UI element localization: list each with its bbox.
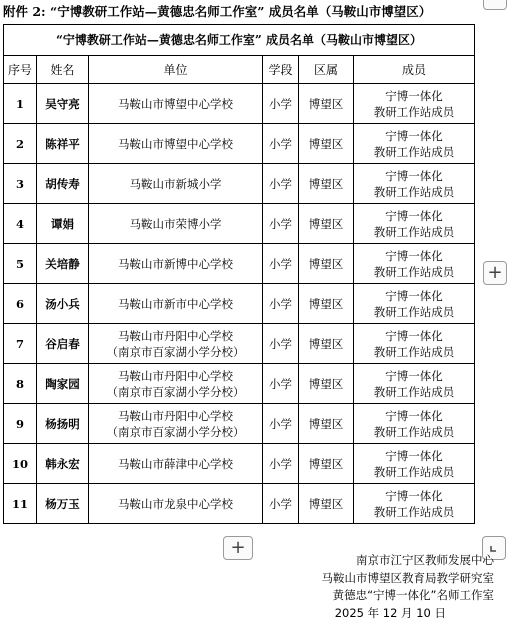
cell-member-line: 教研工作站成员 xyxy=(373,224,455,239)
cell-member xyxy=(354,484,475,524)
cell-unit xyxy=(89,244,263,284)
table-row xyxy=(4,404,475,444)
add-row-button[interactable] xyxy=(223,536,253,560)
cell-unit-line: 马鞍山市新市中心学校 xyxy=(118,296,233,311)
cell-member-line: 教研工作站成员 xyxy=(373,264,455,279)
cell-unit xyxy=(89,324,263,364)
cell-member-line: 教研工作站成员 xyxy=(373,464,455,479)
cell-member-line: 教研工作站成员 xyxy=(373,504,455,519)
member-table-body xyxy=(4,25,475,524)
header-member: 成员 xyxy=(354,56,475,84)
cell-member xyxy=(354,164,475,204)
cell-unit-line: 马鞍山市丹阳中心学校 xyxy=(118,408,233,423)
cell-stage: 小学 xyxy=(263,364,299,404)
cell-name: 关培静 xyxy=(37,244,89,284)
cell-district: 博望区 xyxy=(299,124,354,164)
cell-no: 9 xyxy=(4,404,37,444)
header-stage: 学段 xyxy=(263,56,299,84)
cell-member xyxy=(354,204,475,244)
cell-member xyxy=(354,404,475,444)
cell-unit-line: 马鞍山市丹阳中心学校 xyxy=(118,368,233,383)
table-caption: “宁博教研工作站—黄德忠名师工作室” 成员名单（马鞍山市博望区） xyxy=(4,25,475,56)
cell-no: 6 xyxy=(4,284,37,324)
table-handle-top-right[interactable] xyxy=(483,0,507,10)
footer-line: 黄德忠“宁博一体化”名师工作室 xyxy=(332,588,494,602)
header-unit: 单位 xyxy=(89,56,263,84)
cell-no: 11 xyxy=(4,484,37,524)
header-district: 区属 xyxy=(299,56,354,84)
cell-stage: 小学 xyxy=(263,484,299,524)
cell-name: 谭娟 xyxy=(37,204,89,244)
cell-member-line: 教研工作站成员 xyxy=(373,304,455,319)
cell-member-line: 教研工作站成员 xyxy=(373,184,455,199)
cell-no: 10 xyxy=(4,444,37,484)
footer-date: 2025 年 12 月 10 日 xyxy=(334,605,446,620)
cell-member-line: 宁博一体化 xyxy=(385,168,443,183)
table-caption-row xyxy=(4,25,475,56)
cell-no: 7 xyxy=(4,324,37,364)
table-row xyxy=(4,84,475,124)
cell-member xyxy=(354,244,475,284)
cell-unit-line: 马鞍山市薛津中心学校 xyxy=(118,456,233,471)
cell-name: 陈祥平 xyxy=(37,124,89,164)
table-header-row xyxy=(4,56,475,84)
cell-member xyxy=(354,324,475,364)
cell-stage: 小学 xyxy=(263,124,299,164)
cell-unit-line: （南京市百家湖小学分校） xyxy=(106,344,245,359)
cell-unit-line: 马鞍山市博望中心学校 xyxy=(118,136,233,151)
cell-name: 韩永宏 xyxy=(37,444,89,484)
cell-district: 博望区 xyxy=(299,164,354,204)
cell-member-line: 宁博一体化 xyxy=(385,128,443,143)
cell-member-line: 宁博一体化 xyxy=(385,208,443,223)
attachment-heading: 附件 2: “宁博教研工作站—黄德忠名师工作室” 成员名单（马鞍山市博望区） xyxy=(3,4,432,19)
cell-member-line: 宁博一体化 xyxy=(385,328,443,343)
member-table-container xyxy=(3,24,474,524)
cell-name: 胡传寿 xyxy=(37,164,89,204)
cell-member xyxy=(354,124,475,164)
header-no: 序号 xyxy=(4,56,37,84)
cell-member-line: 宁博一体化 xyxy=(385,368,443,383)
plus-icon: + xyxy=(487,262,503,283)
cell-no: 3 xyxy=(4,164,37,204)
cell-name: 杨扬明 xyxy=(37,404,89,444)
cell-stage: 小学 xyxy=(263,244,299,284)
header-name: 姓名 xyxy=(37,56,89,84)
cell-unit xyxy=(89,444,263,484)
cell-unit-line: 马鞍山市新城小学 xyxy=(129,176,222,191)
cell-stage: 小学 xyxy=(263,444,299,484)
cell-member xyxy=(354,364,475,404)
cell-member-line: 教研工作站成员 xyxy=(373,344,455,359)
cell-unit-line: （南京市百家湖小学分校） xyxy=(106,424,245,439)
cell-no: 4 xyxy=(4,204,37,244)
cell-member-line: 宁博一体化 xyxy=(385,408,443,423)
cell-member-line: 教研工作站成员 xyxy=(373,384,455,399)
footer-line: 南京市江宁区教师发展中心 xyxy=(356,553,494,567)
footer-line: 马鞍山市博望区教育局教学研究室 xyxy=(321,570,494,585)
table-row xyxy=(4,284,475,324)
cell-district: 博望区 xyxy=(299,324,354,364)
cell-name: 谷启春 xyxy=(37,324,89,364)
add-column-button[interactable] xyxy=(483,261,507,285)
cell-member-line: 宁博一体化 xyxy=(385,288,443,303)
cell-stage: 小学 xyxy=(263,284,299,324)
cell-district: 博望区 xyxy=(299,444,354,484)
member-table xyxy=(3,24,475,524)
cell-unit xyxy=(89,284,263,324)
table-row xyxy=(4,204,475,244)
table-row xyxy=(4,244,475,284)
cell-member-line: 宁博一体化 xyxy=(385,88,443,103)
cell-district: 博望区 xyxy=(299,364,354,404)
cell-member-line: 宁博一体化 xyxy=(385,448,443,463)
cell-stage: 小学 xyxy=(263,204,299,244)
table-row xyxy=(4,364,475,404)
cell-district: 博望区 xyxy=(299,84,354,124)
table-row xyxy=(4,124,475,164)
cell-unit xyxy=(89,164,263,204)
cell-district: 博望区 xyxy=(299,204,354,244)
cell-no: 2 xyxy=(4,124,37,164)
cell-unit xyxy=(89,364,263,404)
cell-member xyxy=(354,444,475,484)
footer-signature xyxy=(322,552,495,622)
cell-unit xyxy=(89,204,263,244)
cell-unit xyxy=(89,484,263,524)
cell-member-line: 教研工作站成员 xyxy=(373,104,455,119)
cell-unit-line: 马鞍山市荣博小学 xyxy=(129,216,222,231)
cell-unit-line: 马鞍山市丹阳中心学校 xyxy=(118,328,233,343)
cell-no: 5 xyxy=(4,244,37,284)
cell-unit xyxy=(89,84,263,124)
cell-unit xyxy=(89,404,263,444)
cell-name: 汤小兵 xyxy=(37,284,89,324)
cell-no: 8 xyxy=(4,364,37,404)
cell-district: 博望区 xyxy=(299,244,354,284)
cell-stage: 小学 xyxy=(263,164,299,204)
cell-district: 博望区 xyxy=(299,484,354,524)
cell-stage: 小学 xyxy=(263,84,299,124)
cell-name: 杨万玉 xyxy=(37,484,89,524)
cell-district: 博望区 xyxy=(299,404,354,444)
cell-stage: 小学 xyxy=(263,324,299,364)
cell-name: 吴守亮 xyxy=(37,84,89,124)
cell-member xyxy=(354,284,475,324)
cell-unit-line: （南京市百家湖小学分校） xyxy=(106,384,245,399)
cell-member-line: 教研工作站成员 xyxy=(373,144,455,159)
cell-stage: 小学 xyxy=(263,404,299,444)
cell-district: 博望区 xyxy=(299,284,354,324)
cell-member-line: 宁博一体化 xyxy=(385,248,443,263)
cell-member-line: 宁博一体化 xyxy=(385,488,443,503)
plus-icon: + xyxy=(230,537,246,558)
table-row xyxy=(4,484,475,524)
cell-unit-line: 马鞍山市龙泉中心学校 xyxy=(118,496,233,511)
table-row xyxy=(4,164,475,204)
table-row xyxy=(4,444,475,484)
cell-unit xyxy=(89,124,263,164)
cell-unit-line: 马鞍山市博望中心学校 xyxy=(118,96,233,111)
cell-member-line: 教研工作站成员 xyxy=(373,424,455,439)
cell-name: 陶家园 xyxy=(37,364,89,404)
cell-member xyxy=(354,84,475,124)
table-row xyxy=(4,324,475,364)
cell-unit-line: 马鞍山市新博中心学校 xyxy=(118,256,233,271)
cell-no: 1 xyxy=(4,84,37,124)
